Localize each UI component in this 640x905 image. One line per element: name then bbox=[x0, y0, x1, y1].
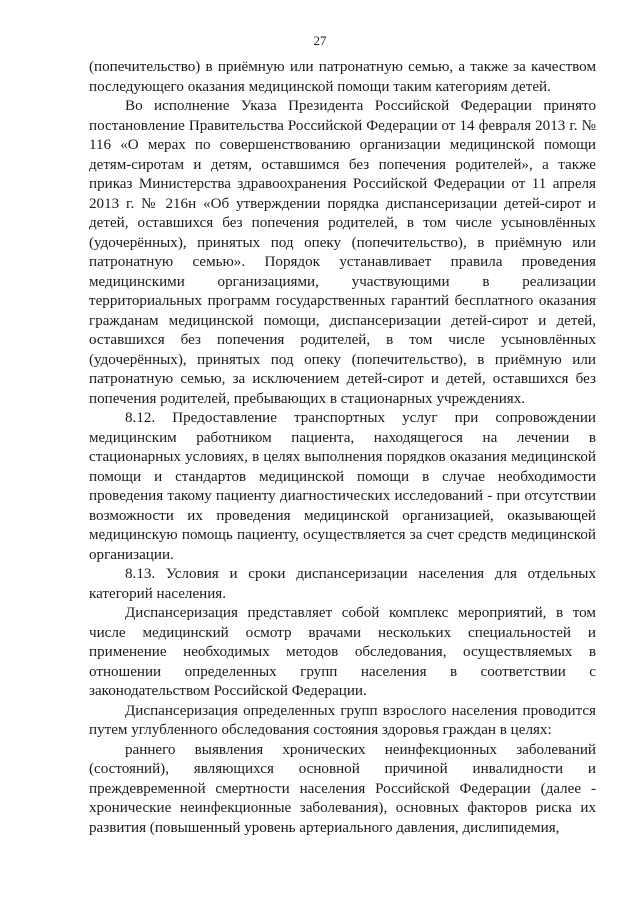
paragraph-presidential-decree: Во исполнение Указа Президента Российской Федерации принято постановление Правительства Российской Федерации от 14 февраля 2013 г. № 116 «О мерах по совершенствованию организации медицинской помощи детям-сиротам и детям, оставшимся без попечения родителей», а также приказ Министерства здравоохранения Российской Федерации от 11 апреля 2013 г. № 216н «Об утверждении порядка диспансеризации детей-сирот и детей, оставшихся без попечения родителей, в том числе усыновлённых (удочерённых), принятых под опеку (попечительство), в приёмную или патронатную семью». Порядок устанавливает правила проведения медицинскими организациями, участвующими в реализации территориальных программ государственных гарантий бесплатного оказания гражданам медицинской помощи, диспансеризации детей-сирот и детей, оставшихся без попечения родителей, в том числе усыновлённых (удочерённых), принятых под опеку (попечительство), в приёмную или патронатную семью, за исключением детей-сирот и детей, оставшихся без попечения родителей, пребывающих в стационарных учреждениях. bbox=[89, 98, 596, 407]
page-number: 27 bbox=[313, 33, 327, 48]
paragraph-dispensarization-definition: Диспансеризация представляет собой комплекс мероприятий, в том числе медицинский осмотр врачами нескольких специальностей и применение необходимых методов обследования, осуществляемых в отношении определенных групп населения в соответствии с законодательством Российской Федерации. bbox=[89, 605, 596, 699]
paragraph-continuation: (попечительство) в приёмную или патронатную семью, а также за качеством последующего оказания медицинской помощи таким категориям детей. bbox=[89, 59, 596, 95]
paragraph-adult-dispensarization: Диспансеризация определенных групп взрослого населения проводится путем углубленного обследования состояния здоровья граждан в целях: bbox=[89, 702, 596, 738]
paragraph-early-detection: раннего выявления хронических неинфекционных заболеваний (состояний), являющихся основной причиной инвалидности и преждевременной смертности населения Российской Федерации (далее - хронические неинфекционные заболевания), основных факторов риска их развития (повышенный уровень артериального давления, дислипидемия, bbox=[89, 741, 596, 836]
paragraph-clause-8-13: 8.13. Условия и сроки диспансеризации населения для отдельных категорий населения. bbox=[89, 566, 596, 602]
paragraph-clause-8-12: 8.12. Предоставление транспортных услуг при сопровождении медицинским работником пациента, находящегося на лечении в стационарных условиях, в целях выполнения порядков оказания медицинской помощи и стандартов медицинской помощи в случае необходимости проведения такому пациенту диагностических исследований - при отсутствии возможности их проведения медицинской организацией, оказывающей медицинскую помощь пациенту, осуществляется за счет средств медицинской организации. bbox=[89, 410, 596, 563]
document-body bbox=[89, 58, 596, 838]
